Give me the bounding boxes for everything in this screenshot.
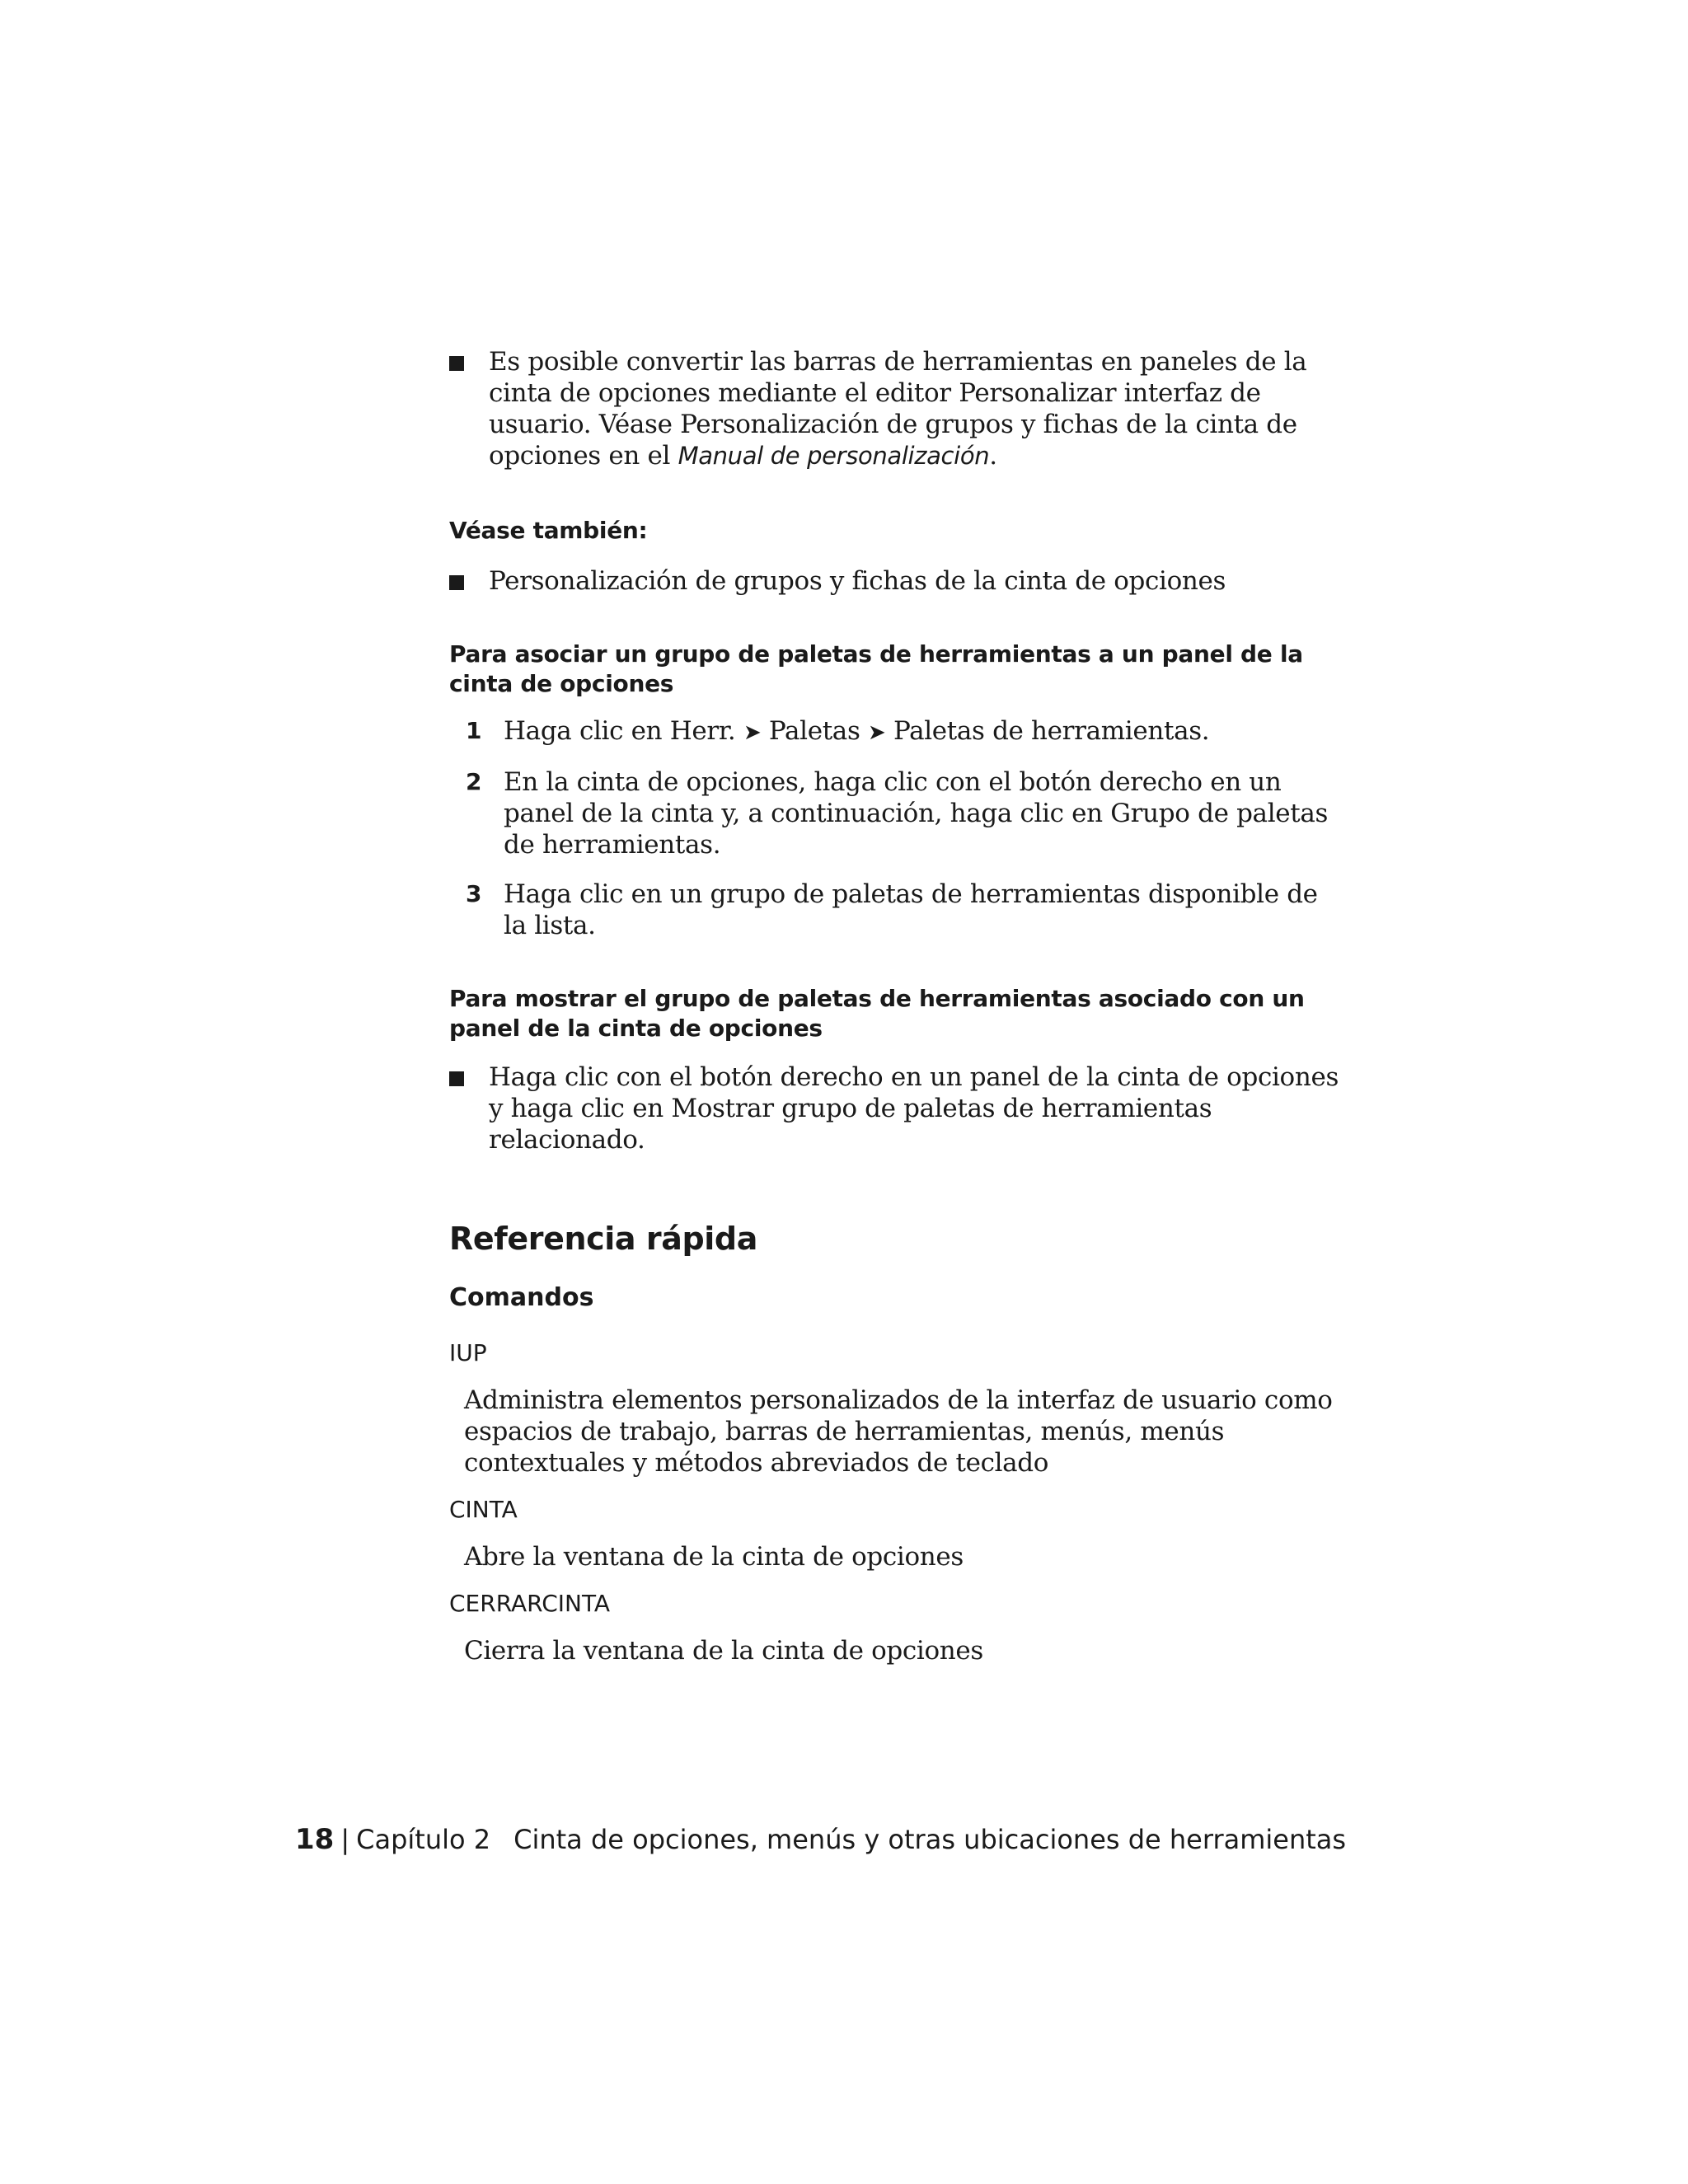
see-also-item[interactable] <box>449 565 1339 597</box>
step-number: 3 <box>466 880 482 907</box>
see-also-link[interactable]: Personalización de grupos y fichas de la cinta de opciones <box>489 566 1226 596</box>
procedure-2-heading: Para mostrar el grupo de paletas de herramientas asociado con un panel de la cinta de opciones <box>449 985 1305 1042</box>
command-desc: Abre la ventana de la cinta de opciones <box>464 1542 964 1572</box>
command-desc: Administra elementos personalizados de la interfaz de usuario como espacios de trabajo, barras de herramientas, menús, menús contextuales y métodos abreviados de teclado <box>464 1385 1333 1478</box>
chapter-title: Cinta de opciones, menús y otras ubicaciones de herramientas <box>513 1824 1347 1855</box>
intro-text-after: . <box>989 441 997 471</box>
step-text-part: Paletas <box>761 716 869 746</box>
step-number: 2 <box>466 768 482 795</box>
step-text <box>504 715 1339 748</box>
procedure-2-text: Haga clic con el botón derecho en un panel de la cinta de opciones y haga clic en Mostrar grupo de paletas de herramientas relacionado. <box>489 1062 1339 1155</box>
procedure-1-heading: Para asociar un grupo de paletas de herramientas a un panel de la cinta de opciones <box>449 640 1303 697</box>
see-also-heading: Véase también: <box>449 517 648 544</box>
bullet-square-icon <box>449 575 464 590</box>
intro-text-before: Es posible convertir las barras de herramientas en paneles de la cinta de opciones mediante el editor Personalizar interfaz de usuario. Véase Personalización de grupos y fichas de la cinta de opciones en el <box>489 347 1307 471</box>
menu-arrow-icon: ➤ <box>743 720 762 745</box>
procedure-1-step <box>449 766 1339 860</box>
step-number: 1 <box>466 717 482 744</box>
procedure-1-step <box>449 879 1339 941</box>
command-desc: Cierra la ventana de la cinta de opciones <box>464 1636 983 1666</box>
procedure-2-item <box>449 1062 1339 1155</box>
bullet-square-icon <box>449 356 464 371</box>
command-name-cinta[interactable]: CINTA <box>449 1496 518 1523</box>
page-footer <box>295 1823 1346 1856</box>
page-number: 18 <box>295 1823 335 1856</box>
procedure-1-step <box>449 715 1339 748</box>
step-text: En la cinta de opciones, haga clic con el botón derecho en un panel de la cinta y, a continuación, haga clic en Grupo de paletas de herramientas. <box>504 767 1329 860</box>
step-text-part: Haga clic en Herr. <box>504 716 743 746</box>
bullet-square-icon <box>449 1071 464 1086</box>
intro-bullet <box>449 346 1339 471</box>
chapter-label: Capítulo 2 <box>356 1824 491 1855</box>
step-text: Haga clic en un grupo de paletas de herramientas disponible de la lista. <box>504 879 1318 940</box>
quick-reference-title: Referencia rápida <box>449 1221 757 1257</box>
step-text-part: Paletas de herramientas. <box>885 716 1210 746</box>
footer-separator: | <box>340 1824 350 1855</box>
menu-arrow-icon: ➤ <box>868 720 886 745</box>
commands-heading: Comandos <box>449 1283 594 1312</box>
intro-bullet-text <box>489 346 1339 471</box>
command-name-cerrarcinta[interactable]: CERRARCINTA <box>449 1590 611 1617</box>
command-name-iup[interactable]: IUP <box>449 1339 487 1366</box>
page-content <box>449 346 1339 1666</box>
intro-manual-reference: Manual de personalización <box>678 442 990 470</box>
